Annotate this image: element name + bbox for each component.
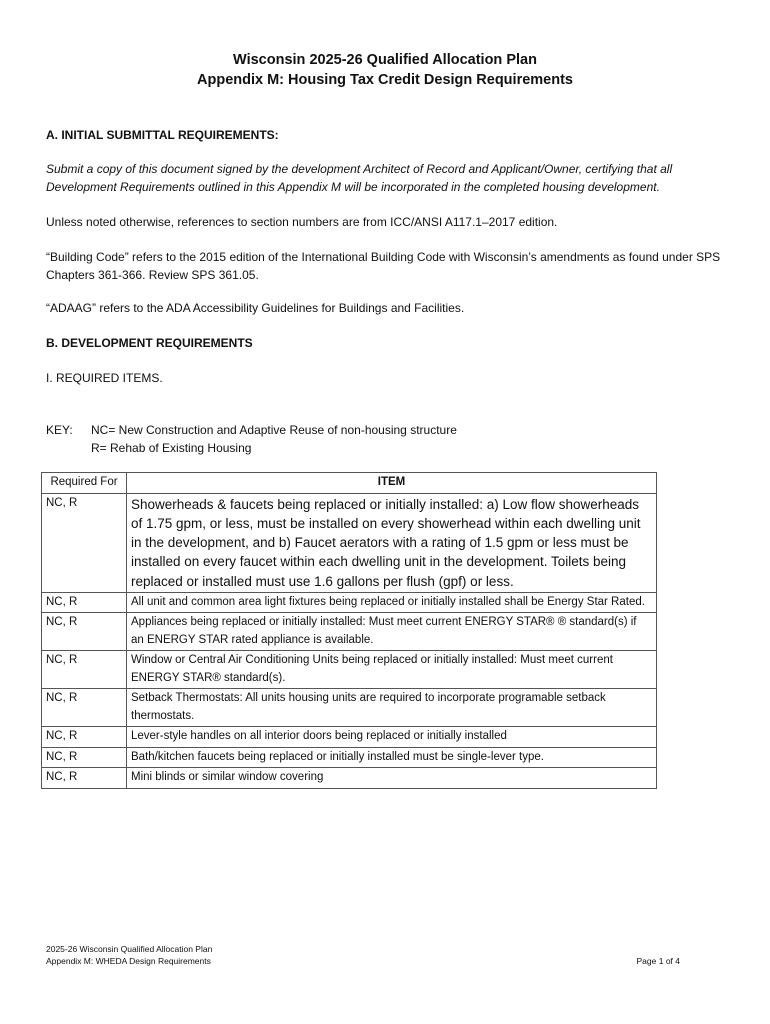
row-required-for: NC, R — [42, 768, 127, 789]
table-row — [42, 493, 657, 592]
table-row — [42, 727, 657, 748]
row-required-for: NC, R — [42, 727, 127, 748]
item-header: ITEM — [127, 473, 657, 494]
key-nc: NC= New Construction and Adaptive Reuse of non-housing structure — [91, 423, 457, 437]
requirements-table — [41, 472, 657, 789]
row-item: Bath/kitchen faucets being replaced or initially installed must be single-lever type. — [127, 747, 657, 768]
required-for-header: Required For — [42, 473, 127, 494]
certification-paragraph: Submit a copy of this document signed by the development Architect of Record and Applicant/Owner, certifying that all Development Requirements outlined in this Appendix M will be incorporated in the completed housing development. — [46, 162, 673, 194]
footer-appendix-name: Appendix M: WHEDA Design Requirements — [46, 956, 211, 966]
document-subtitle: Appendix M: Housing Tax Credit Design Requirements — [197, 72, 573, 88]
row-item: All unit and common area light fixtures being replaced or initially installed shall be Energy Star Rated. — [127, 592, 657, 613]
building-code-paragraph: “Building Code” refers to the 2015 edition of the International Building Code with Wisconsin’s amendments as found under SPS Chapters 361-366. Review SPS 361.05. — [46, 250, 721, 282]
table-row — [42, 747, 657, 768]
section-a-heading: A. INITIAL SUBMITTAL REQUIREMENTS: — [46, 128, 279, 142]
row-required-for: NC, R — [42, 747, 127, 768]
row-required-for: NC, R — [42, 613, 127, 651]
table-row — [42, 768, 657, 789]
page-number: Page 1 of 4 — [636, 956, 680, 966]
document-title: Wisconsin 2025-26 Qualified Allocation Plan — [233, 52, 537, 68]
key-label: KEY: — [46, 423, 73, 437]
row-required-for: NC, R — [42, 689, 127, 727]
required-items-heading: I. REQUIRED ITEMS. — [46, 371, 163, 385]
row-item: Mini blinds or similar window covering — [127, 768, 657, 789]
row-item: Showerheads & faucets being replaced or initially installed: a) Low flow showerheads of 1.75 gpm, or less, must be installed on every showerhead within each dwelling unit in the development, and b) Faucet aerators with a rating of 1.5 gpm or less must be installed on every faucet within each dwelling unit in the development. Toilets being replaced or installed must use 1.6 gallons per flush (gpf) or less. — [127, 493, 657, 592]
table-row — [42, 651, 657, 689]
footer-plan-name: 2025-26 Wisconsin Qualified Allocation Plan — [46, 944, 213, 954]
table-row — [42, 689, 657, 727]
row-required-for: NC, R — [42, 592, 127, 613]
row-item: Window or Central Air Conditioning Units being replaced or initially installed: Must meet current ENERGY STAR® standard(s). — [127, 651, 657, 689]
row-required-for: NC, R — [42, 651, 127, 689]
table-header-row — [42, 473, 657, 494]
row-item: Setback Thermostats: All units housing units are required to incorporate programable setback thermostats. — [127, 689, 657, 727]
references-paragraph: Unless noted otherwise, references to section numbers are from ICC/ANSI A117.1–2017 edition. — [46, 215, 558, 229]
table-row — [42, 613, 657, 651]
section-b-heading: B. DEVELOPMENT REQUIREMENTS — [46, 336, 253, 350]
key-r: R= Rehab of Existing Housing — [91, 441, 252, 455]
row-required-for: NC, R — [42, 493, 127, 592]
table-row — [42, 592, 657, 613]
row-item: Appliances being replaced or initially installed: Must meet current ENERGY STAR® ® standard(s) if an ENERGY STAR rated appliance is available. — [127, 613, 657, 651]
adaag-paragraph: “ADAAG” refers to the ADA Accessibility Guidelines for Buildings and Facilities. — [46, 301, 465, 315]
row-item: Lever-style handles on all interior doors being replaced or initially installed — [127, 727, 657, 748]
